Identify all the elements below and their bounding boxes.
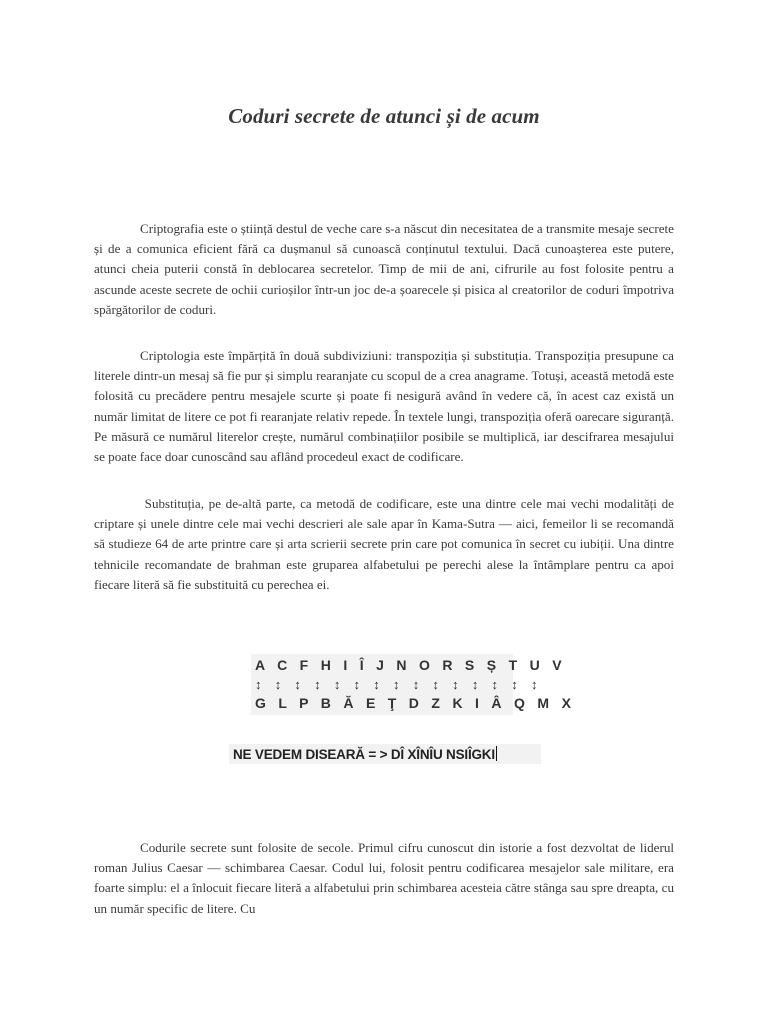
cipher-example xyxy=(229,744,541,764)
cipher-arrow-row: ↕ ↕ ↕ ↕ ↕ ↕ ↕ ↕ ↕ ↕ ↕ ↕ ↕ ↕ ↕ xyxy=(255,677,543,692)
paragraph-text: Criptologia este împărțită în două subdiviziuni: transpoziția și substituția. Transpoziția presupune ca literele dintr-un mesaj să fie pur și simplu rearanjate cu scopul de a crea anagrame. Totuși, această metodă este folosită cu precădere pentru mesajele scurte și poate fi nesigură având în vedere că, în acest caz există un număr limitat de litere ce pot fi rearanjate relativ repede. În textele lungi, transpoziția oferă oarecare siguranță. Pe măsură ce numărul literelor crește, numărul combinațiilor posibile se multiplică, iar descifrarea mesajului se poate face doar cunoscând sau aflând procedeul exact de codificare. xyxy=(94,348,674,465)
paragraph-text: Substituția, pe de-altă parte, ca metodă de codificare, este una dintre cele mai vechi modalități de criptare și unele dintre cele mai vechi descrieri ale sale apar în Kama-Sutra — aici, femeilor li se recomandă să studieze 64 de arte printre care și arta scrierii secrete prin care pot comunica în secret cu iubiții. Una dintre tehnicile recomandate de brahman este gruparea alfabetului pe perechi alese la întâmplare pentru ca apoi fiecare literă să fie substituită cu perechea ei. xyxy=(94,496,674,592)
paragraph-criptologie xyxy=(94,346,674,467)
paragraph-coduri xyxy=(94,838,674,919)
paragraph-text: Codurile secrete sunt folosite de secole. Primul cifru cunoscut din istorie a fost dezvoltat de liderul roman Julius Caesar — schimbarea Caesar. Codul lui, folosit pentru codificarea mesajelor sale militare, era foarte simplu: el a înlocuit fiecare literă a alfabetului prin schimbarea acesteia către stânga sau spre dreapta, cu un număr specific de litere. Cu xyxy=(94,840,674,916)
document-title: Coduri secrete de atunci și de acum xyxy=(228,104,540,128)
cipher-bottom-row: G L P B Ă E Ţ D Z K I Â Q M X xyxy=(255,695,576,711)
cipher-top-row: A C F H I Î J N O R S Ș T U V xyxy=(255,657,566,673)
text-caret xyxy=(496,746,497,761)
paragraph-substitutie xyxy=(94,494,674,595)
cipher-example-text: NE VEDEM DISEARĂ = > DÎ XÎNÎU NSIÎGKI xyxy=(233,747,495,762)
paragraph-text: Criptografia este o știință destul de veche care s-a născut din necesitatea de a transmite mesaje secrete și de a comunica eficient fără ca dușmanul să cunoască conținutul textului. Dacă cunoașterea este putere, atunci cheia puterii constă în deblocarea secretelor. Timp de mii de ani, cifrurile au fost folosite pentru a ascunde aceste secrete de ochii curioșilor într-un joc de-a șoarecele și pisica al creatorilor de coduri împotriva spărgătorilor de coduri. xyxy=(94,221,674,317)
paragraph-intro xyxy=(94,219,674,320)
cipher-table xyxy=(251,654,576,715)
